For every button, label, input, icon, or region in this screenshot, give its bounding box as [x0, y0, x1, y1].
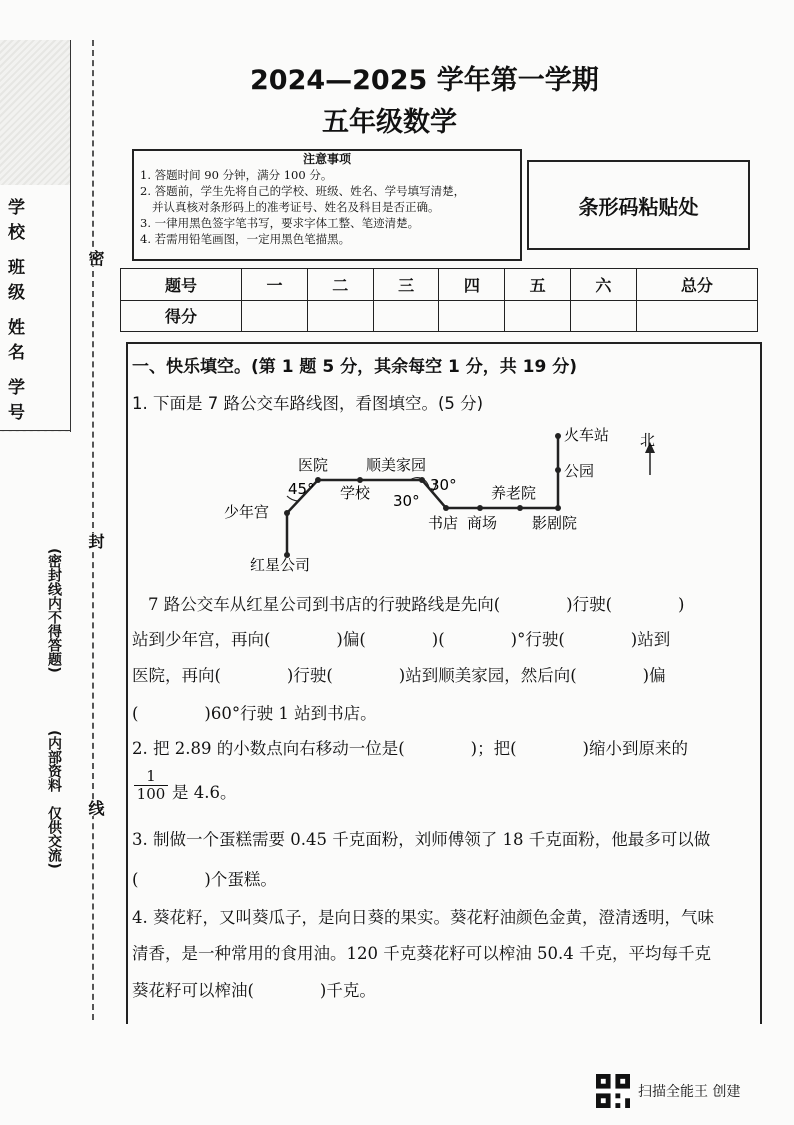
q4-line: 4. 葵花籽，又叫葵瓜子，是向日葵的果实。葵花籽油颜色金黄，澄清透明，气味 [132, 908, 714, 927]
seal-char-xian: 线 [86, 800, 105, 816]
school-label: 学 校 [8, 198, 37, 243]
stop-dot [315, 477, 321, 483]
bus-route-map [200, 420, 680, 580]
score-cell[interactable] [242, 300, 308, 332]
stop-dot [555, 505, 561, 511]
class-label: 班 级 [8, 258, 37, 303]
q4-line: 葵花籽可以榨油( )千克。 [132, 981, 376, 1000]
school-field[interactable] [0, 185, 70, 246]
student-number-field[interactable] [0, 365, 70, 431]
north-label: 北 [640, 431, 656, 449]
stop-label-bookstore: 书店 [428, 514, 459, 532]
section-title: 一、快乐填空。(第 1 题 5 分，其余每空 1 分，共 19 分) [132, 357, 578, 377]
seal-char-mi: 密 [86, 250, 105, 266]
stop-label-train-station: 火车站 [564, 426, 610, 444]
name-label: 姓 名 [8, 318, 37, 363]
seal-char-feng: 封 [86, 533, 105, 549]
stop-dot [477, 505, 483, 511]
score-cell[interactable] [439, 300, 505, 332]
student-number-label: 学 号 [8, 378, 37, 423]
stop-dot [357, 477, 363, 483]
stop-dot [555, 467, 561, 473]
score-header-cell: 一 [242, 269, 308, 301]
class-field[interactable] [0, 245, 70, 306]
score-table-header-row [121, 269, 758, 301]
scanner-footer-text: 扫描全能王 创建 [638, 1084, 741, 1100]
notice-item: 3. 一律用黑色签字笔书写，要求字体工整、笔迹清楚。 [140, 216, 420, 230]
internal-note: (内部资料 仅供交流) [46, 730, 62, 869]
q3-line: ( )个蛋糕。 [132, 870, 277, 889]
exam-subject-title: 五年级数学 [322, 107, 457, 138]
angle-label: 45° [288, 480, 315, 498]
stop-label-youth-palace: 少年宫 [224, 503, 270, 521]
score-cell[interactable] [307, 300, 373, 332]
notice-item: 并认真核对条形码上的准考证号、姓名及科目是否正确。 [152, 200, 440, 214]
q1-line: 7 路公交车从红星公司到书店的行驶路线是先向( )行驶( ) [148, 595, 685, 614]
notice-item: 2. 答题前，学生先将自己的学校、班级、姓名、学号填写清楚， [140, 184, 466, 198]
stop-label-hospital: 医院 [298, 456, 329, 474]
q2-line: 2. 把 2.89 的小数点向右移动一位是( )；把( )缩小到原来的 [132, 739, 688, 758]
score-table [120, 268, 758, 332]
barcode-area[interactable]: 条形码粘贴处 [527, 160, 750, 250]
score-header-cell: 六 [571, 269, 637, 301]
notice-item: 1. 答题时间 90 分钟，满分 100 分。 [140, 168, 333, 182]
seal-dashed-line [92, 40, 94, 1020]
q1-line: 医院，再向( )行驶( )站到顺美家园，然后向( )偏 [132, 666, 666, 685]
stop-dot [517, 505, 523, 511]
score-header-cell: 三 [373, 269, 439, 301]
fraction-numerator: 1 [146, 767, 156, 785]
score-header-cell: 五 [505, 269, 571, 301]
stop-label-shunmei: 顺美家园 [366, 456, 427, 474]
score-table-score-row [121, 300, 758, 332]
score-cell[interactable] [373, 300, 439, 332]
name-field[interactable] [0, 305, 70, 366]
stop-label-school: 学校 [340, 484, 371, 502]
qr-code-icon [596, 1074, 630, 1108]
stop-dot [284, 510, 290, 516]
angle-label: 30° [430, 476, 457, 494]
score-header-cell: 二 [307, 269, 373, 301]
score-row-label: 得分 [121, 300, 242, 332]
q2-fraction [134, 768, 168, 803]
q1-line: ( )60°行驶 1 站到书店。 [132, 704, 377, 723]
stop-dot [443, 505, 449, 511]
question-1-prompt: 1. 下面是 7 路公交车路线图，看图填空。(5 分) [132, 394, 484, 413]
score-cell[interactable] [505, 300, 571, 332]
notice-heading: 注意事项 [302, 152, 351, 166]
stop-label-mall: 商场 [467, 514, 498, 532]
fraction-denominator: 100 [134, 785, 168, 803]
score-cell[interactable] [571, 300, 637, 332]
exam-year-title: 2024—2025 学年第一学期 [250, 65, 599, 96]
score-cell[interactable] [636, 300, 757, 332]
q1-line: 站到少年宫，再向( )偏( )( )°行驶( )站到 [132, 630, 671, 649]
score-header-cell: 四 [439, 269, 505, 301]
stop-label-cinema: 影剧院 [532, 514, 578, 532]
stop-dot [555, 433, 561, 439]
angle-label: 30° [393, 492, 420, 510]
q4-line: 清香，是一种常用的食用油。120 千克葵花籽可以榨油 50.4 千克，平均每千克 [132, 944, 711, 963]
score-header-cell: 题号 [121, 269, 242, 301]
q2-line: 是 4.6。 [172, 783, 237, 802]
notice-item: 4. 若需用铅笔画图，一定用黑色笔描黑。 [140, 232, 351, 246]
stop-label-nursing-home: 养老院 [491, 484, 537, 502]
seal-note: (密封线内不得答题) [46, 548, 62, 673]
stop-label-hongxing: 红星公司 [250, 556, 311, 574]
score-header-cell: 总分 [636, 269, 757, 301]
scanner-footer [596, 1074, 740, 1108]
stop-label-park: 公园 [564, 462, 595, 480]
notice-box [132, 149, 522, 261]
q3-line: 3. 制做一个蛋糕需要 0.45 千克面粉，刘师傅领了 18 千克面粉，他最多可以做 [132, 830, 711, 849]
